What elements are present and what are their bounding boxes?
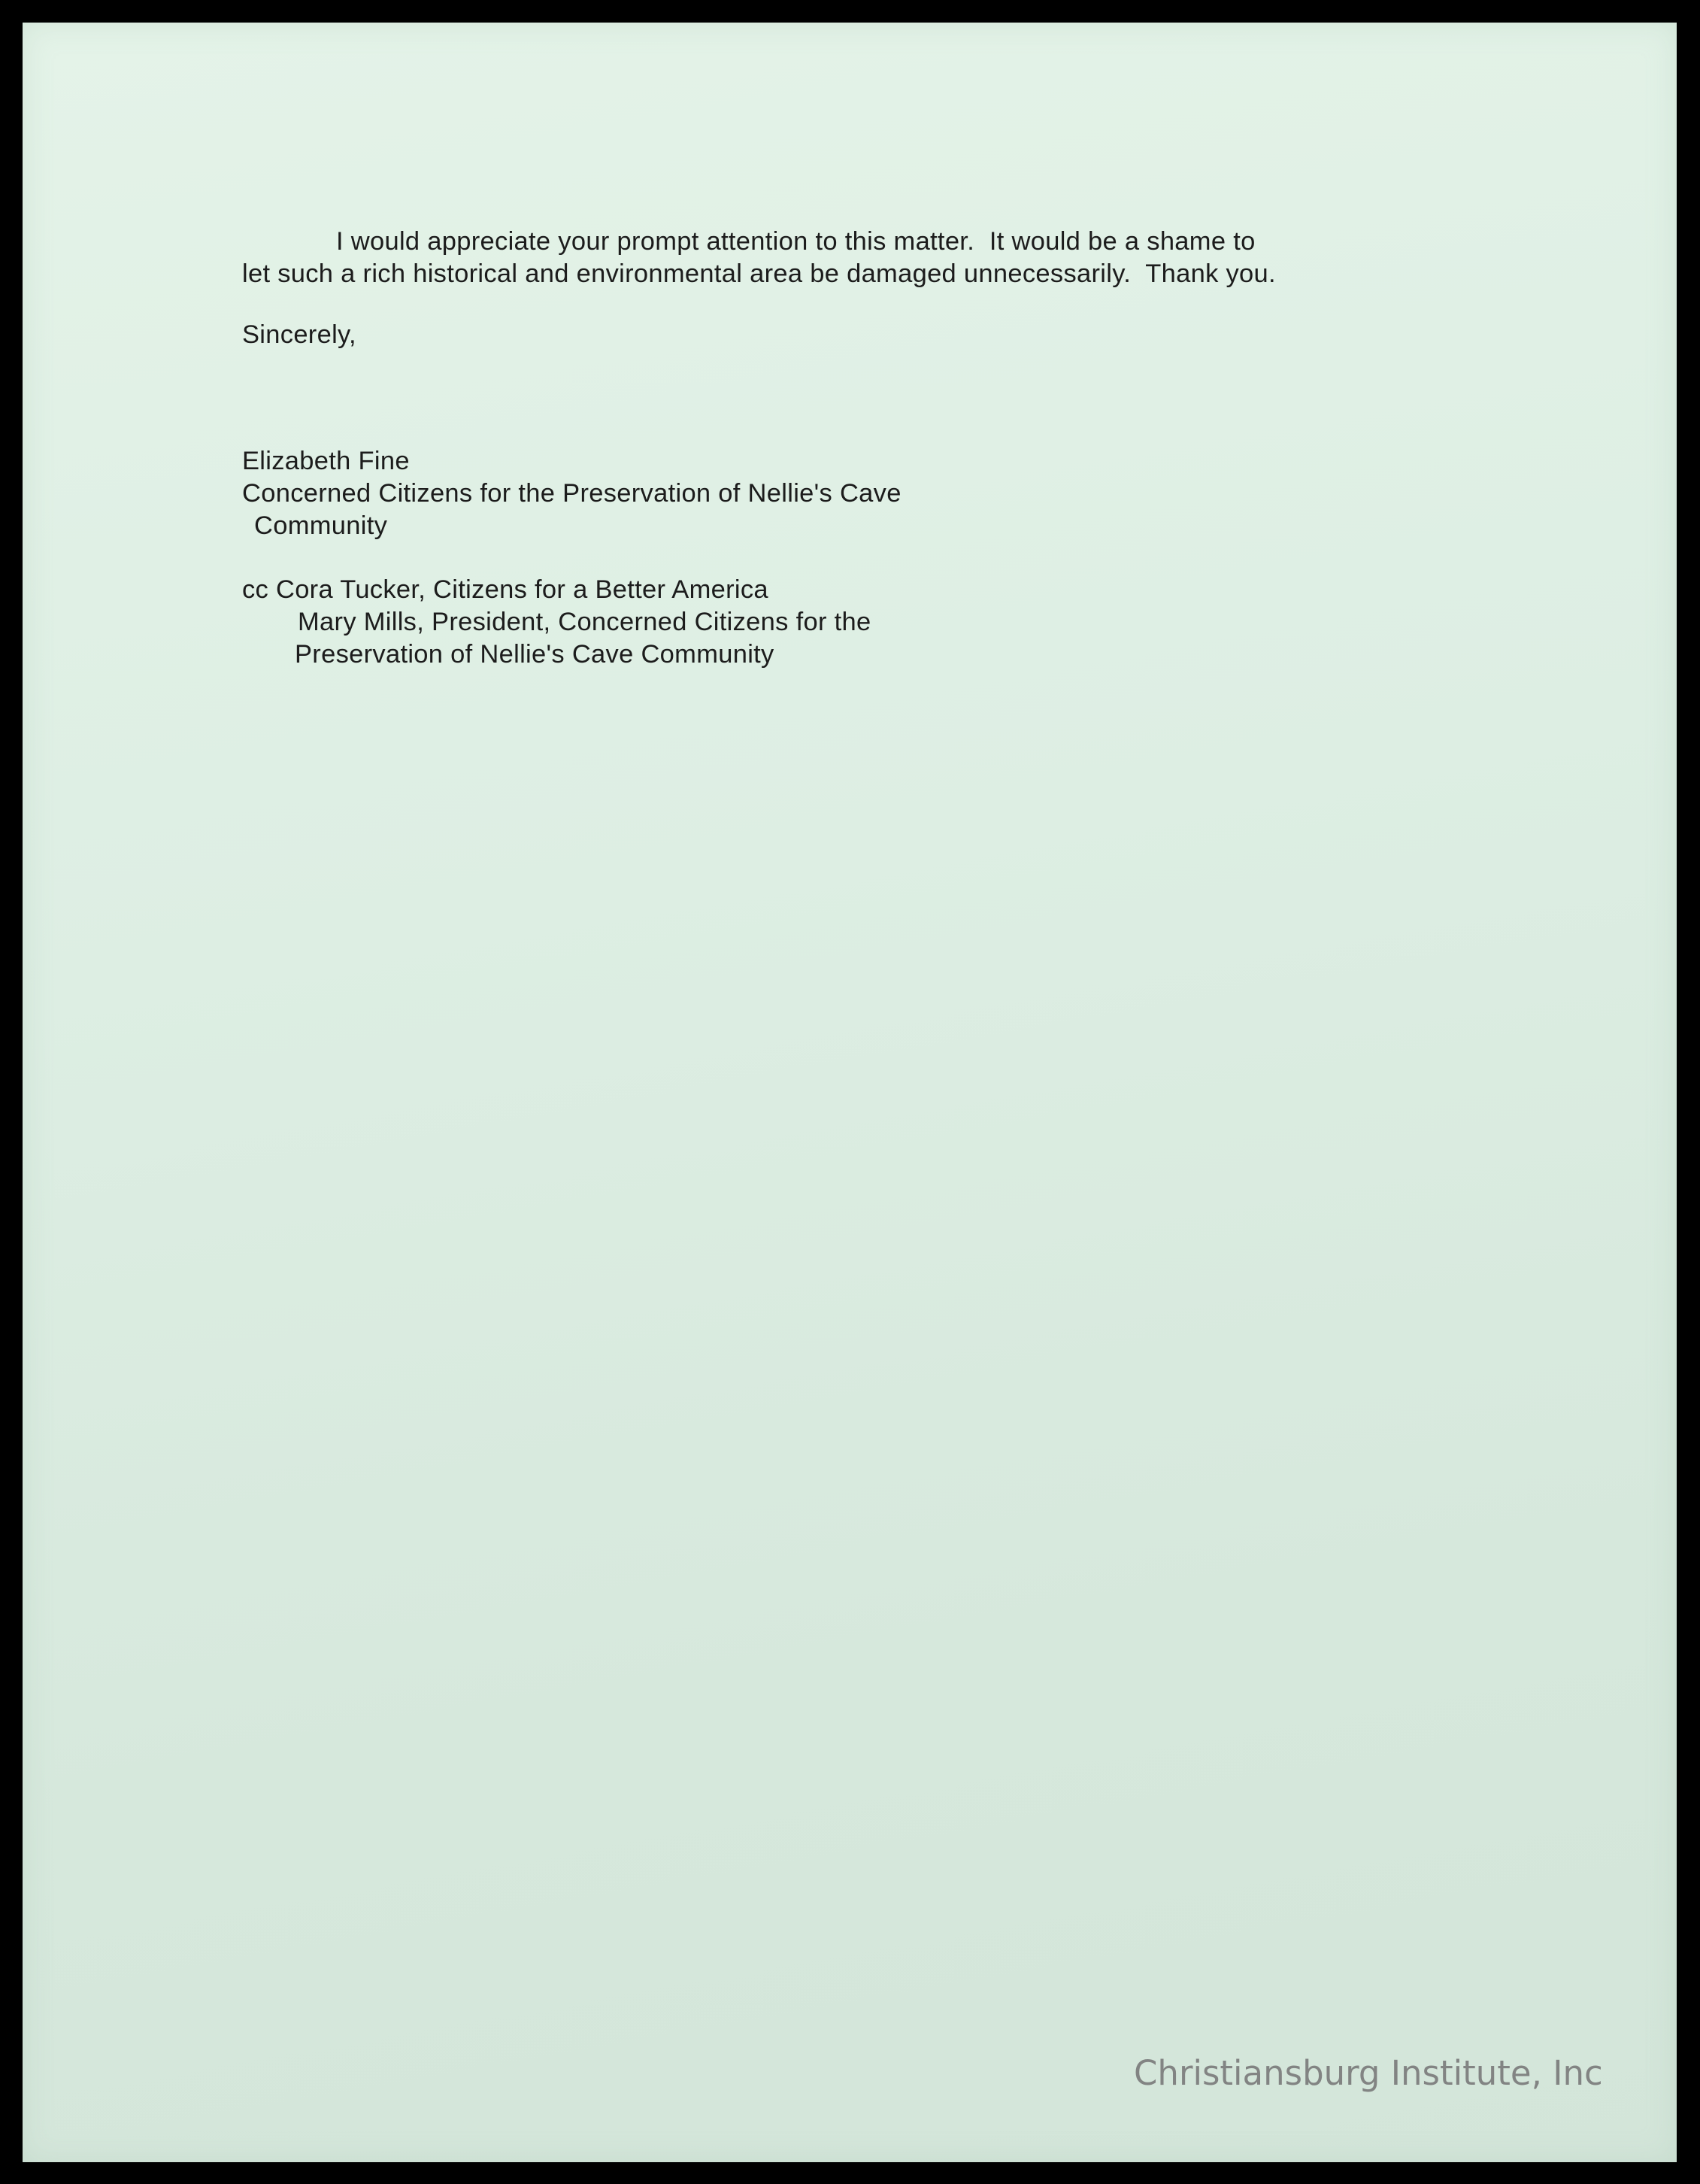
signer-name: Elizabeth Fine <box>242 447 410 475</box>
closing: Sincerely, <box>242 320 356 349</box>
paragraph-line-1: I would appreciate your prompt attention to this matter. It would be a shame to <box>336 227 1256 256</box>
paragraph-line-2: let such a rich historical and environmental area be damaged unnecessarily. Thank you. <box>242 259 1276 288</box>
cc-line-1: cc Cora Tucker, Citizens for a Better America <box>242 575 768 604</box>
signer-organization: Concerned Citizens for the Preservation of Nellie's Cave <box>242 479 902 508</box>
cc-line-3: Preservation of Nellie's Cave Community <box>295 640 774 669</box>
letter-body <box>242 226 1445 671</box>
watermark: Christiansburg Institute, Inc <box>1134 2053 1603 2093</box>
cc-line-2: Mary Mills, President, Concerned Citizens for the <box>298 608 871 636</box>
signer-organization-cont: Community <box>254 511 388 540</box>
